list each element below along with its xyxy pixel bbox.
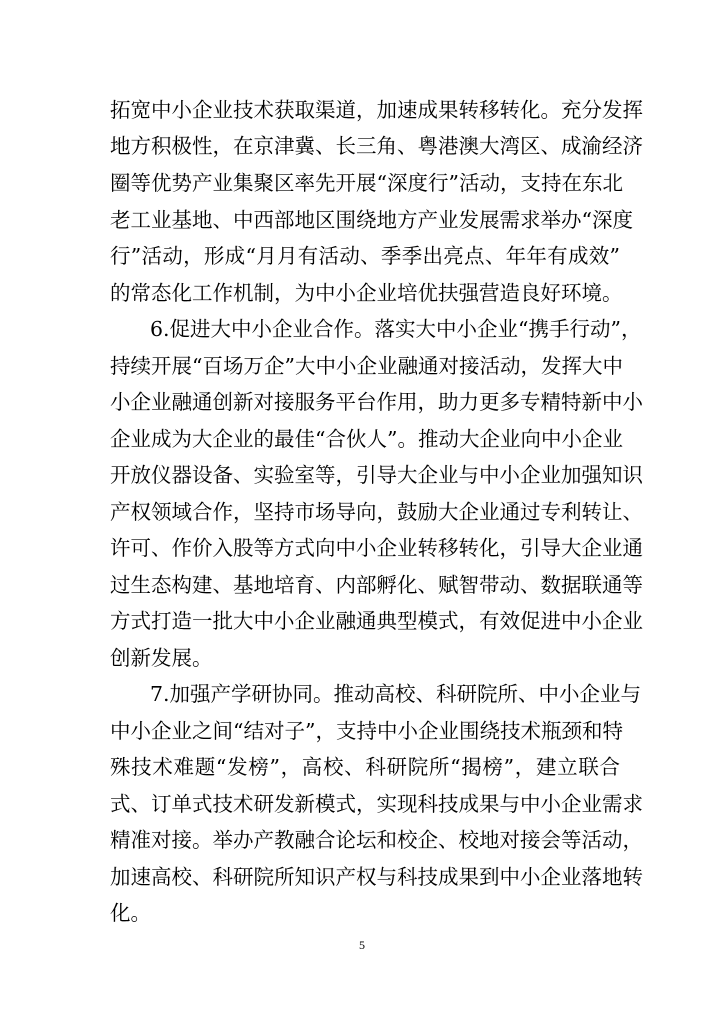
paragraph-heading-line: 7.加强产学研协同。推动高校、科研院所、中小企业与 (150, 682, 642, 706)
paragraph-line: 殊技术难题“发榜”，高校、科研院所“揭榜”，建立联合 (110, 755, 620, 779)
paragraph-line: 开放仪器设备、实验室等，引导大企业与中小企业加强知识 (110, 463, 643, 487)
paragraph-line: 方式打造一批大中小企业融通典型模式，有效促进中小企业 (110, 609, 643, 633)
page-number: 5 (359, 938, 365, 952)
paragraph-line: 企业成为大企业的最佳“合伙人”。推动大企业向中小企业 (110, 427, 623, 451)
paragraph-line: 许可、作价入股等方式向中小企业转移转化，引导大企业通 (110, 536, 643, 560)
paragraph-line: 中小企业之间“结对子”，支持中小企业围绕技术瓶颈和特 (110, 719, 623, 743)
paragraph-line: 持续开展“百场万企”大中小企业融通对接活动，发挥大中 (110, 354, 623, 378)
paragraph-line: 式、订单式技术研发新模式，实现科技成果与中小企业需求 (110, 792, 643, 816)
paragraph-line: 行”活动，形成“月月有活动、季季出亮点、年年有成效” (110, 244, 620, 268)
paragraph-line: 产权领域合作，坚持市场导向，鼓励大企业通过专利转让、 (110, 500, 643, 524)
paragraph-line: 拓宽中小企业技术获取渠道，加速成果转移转化。充分发挥 (110, 98, 643, 122)
paragraph-line: 精准对接。举办产教融合论坛和校企、校地对接会等活动， (110, 828, 643, 852)
paragraph-heading-line: 6.促进大中小企业合作。落实大中小企业“携手行动”， (150, 317, 642, 341)
paragraph-line: 小企业融通创新对接服务平台作用，助力更多专精特新中小 (110, 390, 643, 414)
paragraph-line: 圈等优势产业集聚区率先开展“深度行”活动，支持在东北 (110, 171, 623, 195)
paragraph-line: 地方积极性，在京津冀、长三角、粤港澳大湾区、成渝经济 (110, 134, 643, 158)
paragraph-line: 化。 (110, 901, 151, 925)
paragraph-line: 的常态化工作机制，为中小企业培优扶强营造良好环境。 (110, 281, 623, 305)
paragraph-line: 加速高校、科研院所知识产权与科技成果到中小企业落地转 (110, 865, 643, 889)
paragraph-line: 过生态构建、基地培育、内部孵化、赋智带动、数据联通等 (110, 573, 643, 597)
paragraph-line: 老工业基地、中西部地区围绕地方产业发展需求举办“深度 (110, 208, 633, 232)
paragraph-line: 创新发展。 (110, 646, 213, 670)
